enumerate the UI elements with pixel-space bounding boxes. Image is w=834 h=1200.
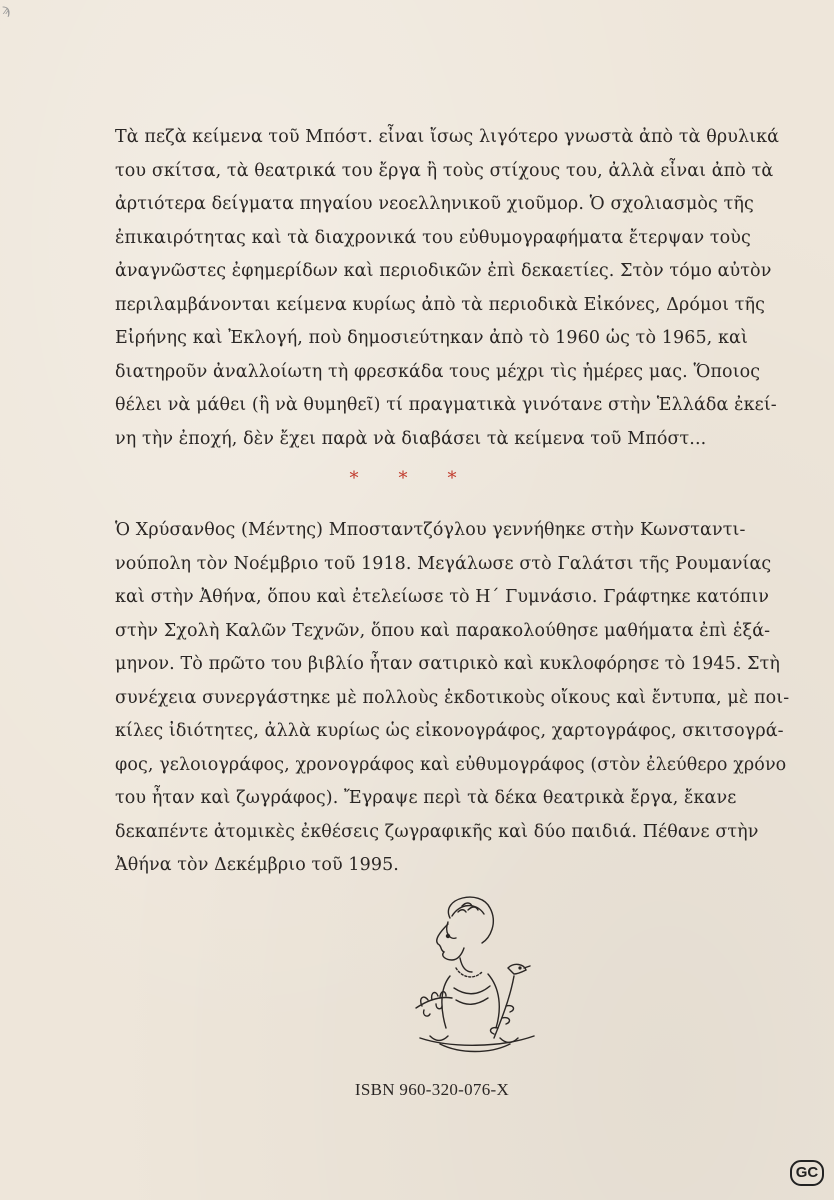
text-line: διατηροῦν ἀναλλοίωτη τὴ φρεσκάδα τους μέχρι τὶς ἡμέρες μας. Ὅποιος: [115, 361, 761, 382]
text-line: του σκίτσα, τὰ θεατρικά του ἔργα ἢ τοὺς στίχους του, ἀλλὰ εἶναι ἀπὸ τὰ: [115, 160, 774, 181]
text-line: Ὁ Χρύσανθος (Μέντης) Μποσταντζόγλου γεννήθηκε στὴν Κωνσταντι-: [115, 520, 746, 540]
text-line: νούπολη τὸν Νοέμβριο τοῦ 1918. Μεγάλωσε στὸ Γαλάτσι τῆς Ρουμανίας: [115, 553, 772, 574]
text-line: συνέχεια συνεργάστηκε μὲ πολλοὺς ἐκδοτικοὺς οἴκους καὶ ἔντυπα, μὲ ποι-: [115, 687, 790, 708]
blurb-paragraph: [115, 121, 780, 456]
text-line: δεκαπέντε ἀτομικὲς ἐκθέσεις ζωγραφικῆς καὶ δύο παιδιά. Πέθανε στὴν: [115, 821, 759, 842]
text-line: νη τὴν ἐποχή, δὲν ἔχει παρὰ νὰ διαβάσει τὰ κείμενα τοῦ Μπόστ...: [115, 428, 707, 449]
text-line: Τὰ πεζὰ κείμενα τοῦ Μπόστ. εἶναι ἴσως λιγότερο γνωστὰ ἀπὸ τὰ θρυλικά: [115, 127, 780, 147]
text-line: θέλει νὰ μάθει (ἢ νὰ θυμηθεῖ) τί πραγματικὰ γινότανε στὴν Ἑλλάδα ἐκεί-: [115, 395, 777, 415]
text-line: ἀναγνῶστες ἐφημερίδων καὶ περιοδικῶν ἐπὶ δεκαετίες. Στὸν τόμο αὐτὸν: [115, 261, 772, 281]
text-line: Εἰρήνης καὶ Ἐκλογή, ποὺ δημοσιεύτηκαν ἀπὸ τὸ 1960 ὡς τὸ 1965, καὶ: [115, 328, 748, 348]
text-line: ἐπικαιρότητας καὶ τὰ διαχρονικά του εὐθυμογραφήματα ἔτερψαν τοὺς: [115, 227, 751, 248]
biography-paragraph: [115, 514, 790, 883]
text-line: καὶ στὴν Ἀθήνα, ὅπου καὶ ἐτελείωσε τὸ Η΄ Γυμνάσιο. Γράφτηκε κατόπιν: [115, 587, 770, 607]
text-line: περιλαμβάνονται κείμενα κυρίως ἀπὸ τὰ περιοδικὰ Εἰκόνες, Δρόμοι τῆς: [115, 294, 766, 315]
woman-with-bird-sketch-icon: [410, 888, 540, 1058]
text-line: του ἦταν καὶ ζωγράφος). Ἔγραψε περὶ τὰ δέκα θεατρικὰ ἔργα, ἔκανε: [115, 788, 737, 808]
asterisk: *: [398, 468, 436, 489]
asterisk: *: [447, 468, 485, 489]
text-line: φος, γελοιογράφος, χρονογράφος καὶ εὐθυμογράφος (στὸν ἐλεύθερο χρόνο: [115, 754, 787, 775]
isbn-label: ISBN 960-320-076-X: [354, 1080, 510, 1099]
section-separator: [0, 468, 834, 489]
text-line: κίλες ἰδιότητες, ἀλλὰ κυρίως ὡς εἰκονογράφος, χαρτογράφος, σκιτσογρά-: [115, 721, 784, 741]
corner-mark: ϡ: [2, 2, 11, 18]
text-line: στὴν Σχολὴ Καλῶν Τεχνῶν, ὅπου καὶ παρακολούθησε μαθήματα ἐπὶ ἑξά-: [115, 620, 771, 641]
text-line: μηνον. Τὸ πρῶτο του βιβλίο ἦταν σατιρικὸ καὶ κυκλοφόρησε τὸ 1945. Στὴ: [115, 654, 780, 674]
watermark-logo: GC: [790, 1160, 824, 1186]
text-line: ἀρτιότερα δείγματα πηγαίου νεοελληνικοῦ χιοῦμορ. Ὁ σχολιασμὸς τῆς: [115, 194, 754, 214]
asterisk: *: [349, 468, 387, 489]
text-line: Ἀθήνα τὸν Δεκέμβριο τοῦ 1995.: [115, 855, 399, 875]
